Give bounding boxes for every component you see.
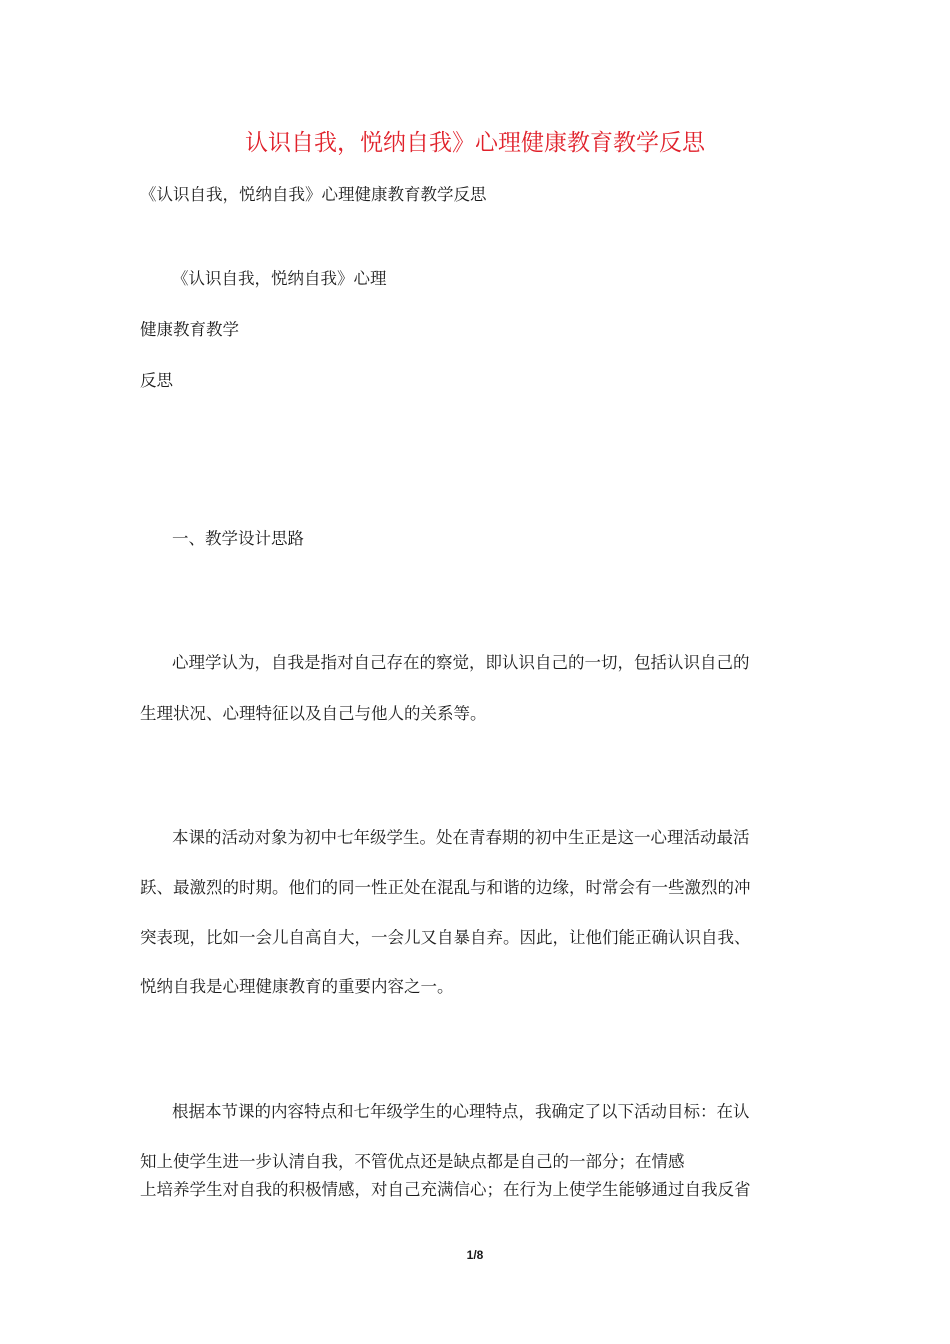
heading-line-2: 健康教育教学 [140, 320, 239, 339]
paragraph-2-line: 悦纳自我是心理健康教育的重要内容之一。 [140, 977, 454, 996]
page-number: 1/8 [466, 1248, 484, 1262]
paragraph-3-line: 知上使学生进一步认清自我，不管优点还是缺点都是自己的一部分；在情感 [140, 1152, 685, 1171]
paragraph-1-line: 生理状况、心理特征以及自己与他人的关系等。 [140, 704, 487, 723]
section-heading: 一、教学设计思路 [172, 529, 304, 548]
heading-line-1: 《认识自我，悦纳自我》心理 [172, 269, 387, 288]
document-title: 认识自我，悦纳自我》心理健康教育教学反思 [245, 130, 705, 156]
paragraph-2-line: 本课的活动对象为初中七年级学生。处在青春期的初中生正是这一心理活动最活 [172, 828, 750, 847]
document-subtitle: 《认识自我，悦纳自我》心理健康教育教学反思 [140, 185, 487, 204]
paragraph-2-line: 突表现，比如一会儿自高自大，一会儿又自暴自弃。因此，让他们能正确认识自我、 [140, 928, 751, 947]
paragraph-1-line: 心理学认为，自我是指对自己存在的察觉，即认识自己的一切，包括认识自己的 [172, 653, 750, 672]
paragraph-3-line: 上培养学生对自我的积极情感，对自己充满信心；在行为上使学生能够通过自我反省 [140, 1180, 751, 1199]
paragraph-3-line: 根据本节课的内容特点和七年级学生的心理特点，我确定了以下活动目标：在认 [172, 1102, 750, 1121]
paragraph-2-line: 跃、最激烈的时期。他们的同一性正处在混乱与和谐的边缘，时常会有一些激烈的冲 [140, 878, 751, 897]
heading-line-3: 反思 [140, 371, 173, 390]
